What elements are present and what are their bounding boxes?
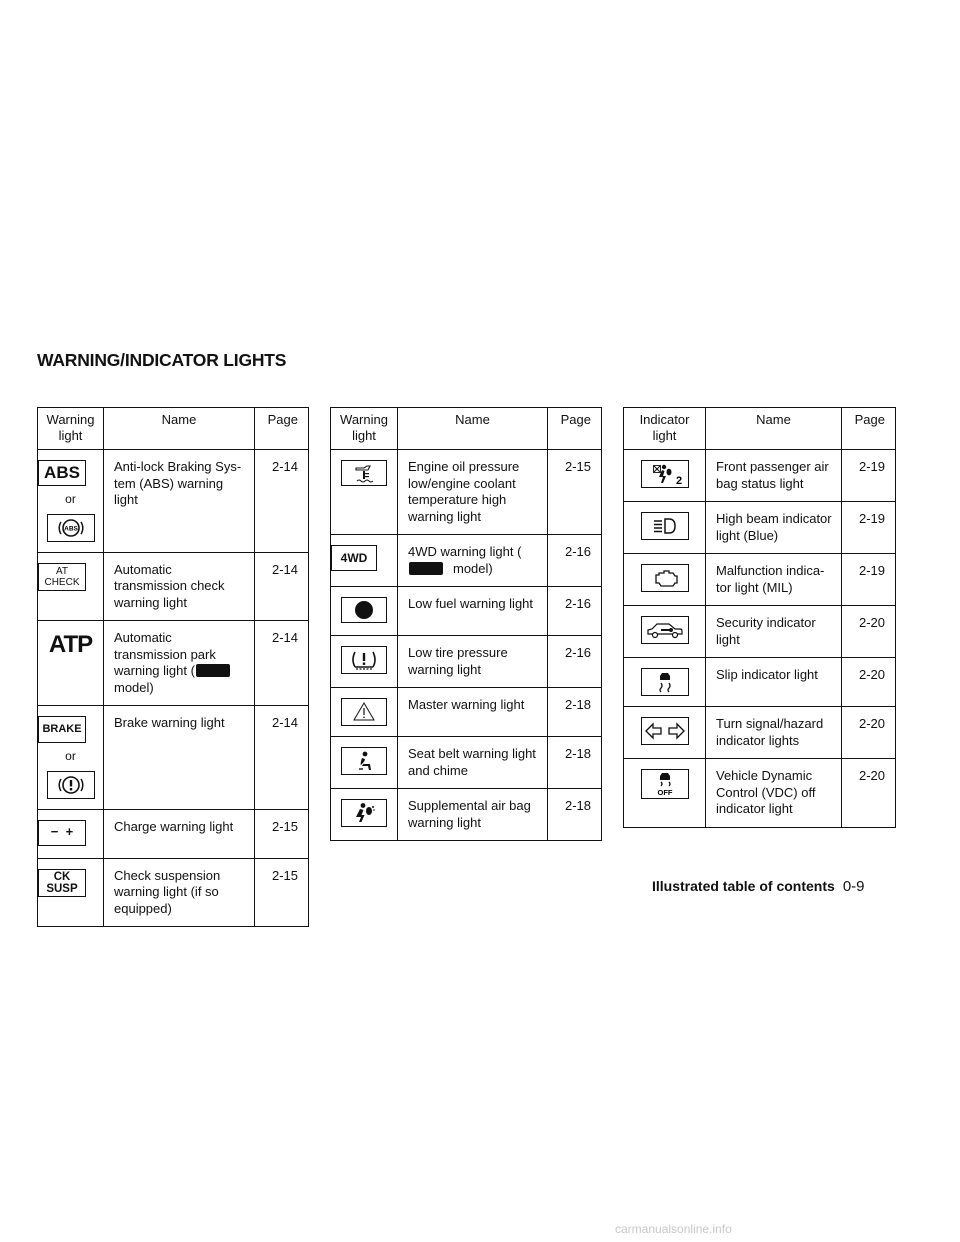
row-name: High beam indicator light (Blue) [706, 502, 842, 554]
watermark: carmanualsonline.info [615, 1222, 732, 1236]
row-page: 2-20 [842, 606, 896, 658]
table-header-row [38, 408, 309, 450]
brake-text-icon: BRAKE [38, 716, 86, 743]
row-name: Seat belt warning light and chime [398, 737, 548, 789]
table-row [38, 809, 309, 858]
row-name: Engine oil pressure low/engine coolant temperature high warning light [398, 450, 548, 535]
master-warning-icon [341, 698, 387, 726]
table-header-row [624, 408, 896, 450]
row-name: Supplemental air bag warning light [398, 789, 548, 841]
or-label: or [65, 492, 76, 506]
table-row [38, 450, 309, 553]
turn-signal-icon [641, 717, 689, 745]
table-row [331, 636, 602, 688]
4x4-badge-icon [196, 664, 230, 677]
col-header-light: Warning light [38, 408, 104, 450]
row-page: 2-14 [255, 552, 309, 621]
row-name [104, 621, 255, 706]
passenger-airbag-icon [641, 460, 689, 488]
security-car-icon [641, 616, 689, 644]
table-row [624, 502, 896, 554]
table-row [624, 707, 896, 759]
battery-icon: − + [38, 820, 86, 846]
row-name: Malfunction indica- tor light (MIL) [706, 554, 842, 606]
row-page: 2-16 [548, 587, 602, 636]
at-check-icon: AT CHECK [38, 563, 86, 591]
row-page: 2-19 [842, 554, 896, 606]
row-page: 2-16 [548, 636, 602, 688]
col-header-name: Name [706, 408, 842, 450]
row-name-pre: Automatic transmission park warning light ( [114, 630, 216, 678]
col-header-page: Page [255, 408, 309, 450]
table-row [38, 858, 309, 927]
slip-icon [641, 668, 689, 696]
table-row [624, 658, 896, 707]
table-row [624, 759, 896, 828]
row-page: 2-19 [842, 450, 896, 502]
row-name: Turn signal/hazard indicator lights [706, 707, 842, 759]
col-header-name: Name [104, 408, 255, 450]
col-header-page: Page [548, 408, 602, 450]
row-page: 2-19 [842, 502, 896, 554]
row-page: 2-18 [548, 688, 602, 737]
row-page: 2-15 [255, 809, 309, 858]
row-name: Vehicle Dynamic Control (VDC) off indicator light [706, 759, 842, 828]
row-name-post: model) [114, 679, 154, 695]
footer-title: Illustrated table of contents [652, 878, 835, 894]
brake-circle-icon [47, 771, 95, 799]
table-row [331, 450, 602, 535]
4wd-icon: 4WD [331, 545, 377, 571]
table-header-row [331, 408, 602, 450]
air-bag-icon [341, 799, 387, 827]
seat-belt-icon [341, 747, 387, 775]
row-name: Low fuel warning light [398, 587, 548, 636]
page-title: WARNING/INDICATOR LIGHTS [37, 350, 287, 370]
table-row [38, 706, 309, 810]
col-header-name: Name [398, 408, 548, 450]
table-row [624, 450, 896, 502]
abs-text-icon: ABS [38, 460, 86, 486]
table-row [624, 606, 896, 658]
row-name: Brake warning light [104, 706, 255, 810]
row-page: 2-20 [842, 658, 896, 707]
vdc-off-label: OFF [657, 788, 672, 797]
4x4-badge-icon [409, 562, 443, 575]
row-name-post: model) [453, 560, 493, 576]
svg-text:ABS: ABS [63, 525, 78, 532]
row-page: 2-15 [548, 450, 602, 535]
warning-lights-table-1 [37, 407, 309, 927]
row-page: 2-15 [255, 858, 309, 927]
row-name: Check suspension warning light (if so equipped) [104, 858, 255, 927]
row-page: 2-14 [255, 706, 309, 810]
row-name: Slip indicator light [706, 658, 842, 707]
table-row [624, 554, 896, 606]
abs-circle-icon [47, 514, 95, 542]
or-label: or [65, 749, 76, 763]
table-row [331, 535, 602, 587]
row-name: Master warning light [398, 688, 548, 737]
row-page: 2-20 [842, 759, 896, 828]
row-name [398, 535, 548, 587]
row-name: Charge warning light [104, 809, 255, 858]
atp-icon: ATP [48, 630, 93, 658]
row-name: Automatic transmission check warning light [104, 552, 255, 621]
row-name-pre: 4WD warning light ( [408, 544, 522, 559]
row-name: Security indicator light [706, 606, 842, 658]
row-page: 2-18 [548, 737, 602, 789]
row-name: Front passenger air bag status light [706, 450, 842, 502]
row-name: Anti-lock Braking Sys- tem (ABS) warning light [104, 450, 255, 553]
row-page: 2-20 [842, 707, 896, 759]
table-row [331, 587, 602, 636]
oil-coolant-icon [341, 460, 387, 486]
high-beam-icon [641, 512, 689, 540]
table-row [331, 737, 602, 789]
svg-text:2: 2 [675, 475, 682, 487]
engine-check-icon [641, 564, 689, 592]
row-page: 2-16 [548, 535, 602, 587]
table-row [38, 552, 309, 621]
row-page: 2-18 [548, 789, 602, 841]
warning-lights-table-2 [330, 407, 602, 841]
tire-pressure-icon [341, 646, 387, 674]
row-name: Low tire pressure warning light [398, 636, 548, 688]
col-header-page: Page [842, 408, 896, 450]
table-row [331, 688, 602, 737]
table-row [331, 789, 602, 841]
row-page: 2-14 [255, 621, 309, 706]
ck-susp-icon: CK SUSP [38, 869, 86, 897]
row-page: 2-14 [255, 450, 309, 553]
table-row [38, 621, 309, 706]
footer-page-number: 0-9 [842, 878, 865, 895]
indicator-lights-table [623, 407, 896, 828]
vdc-off-icon [641, 769, 689, 799]
col-header-light: Indicator light [624, 408, 706, 450]
low-fuel-icon [341, 597, 387, 623]
page-footer [652, 878, 865, 895]
col-header-light: Warning light [331, 408, 398, 450]
